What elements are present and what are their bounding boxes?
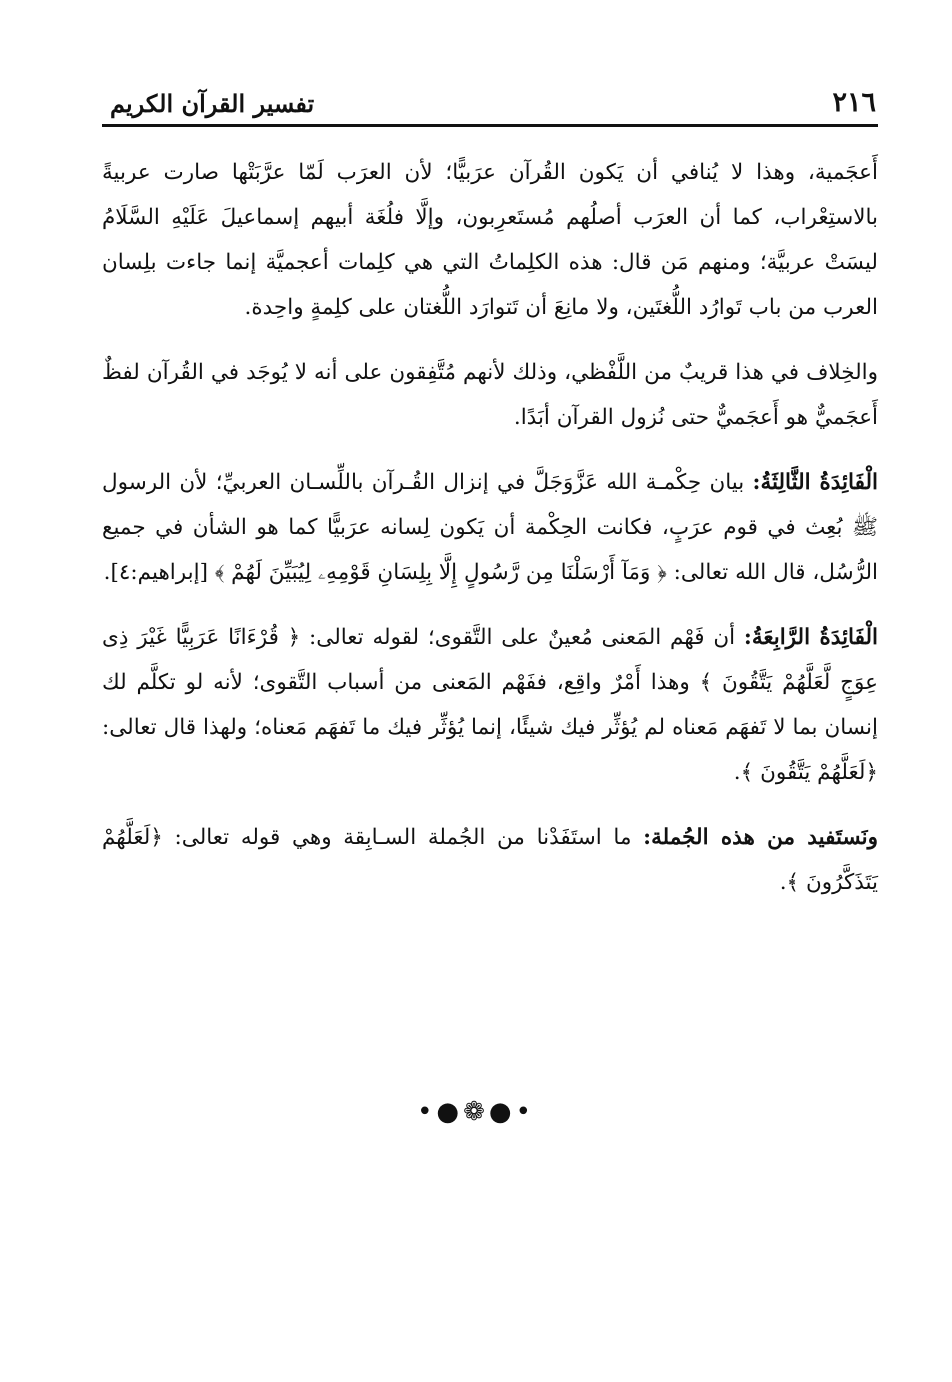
paragraph-1-text: أَعجَمية، وهذا لا يُنافي أن يَكون القُرآن عرَبيًّا؛ لأن العرَب لَمّا عرَّبَتْها صارت عربيةً بالاستِعْراب، كما أن العرَب أصلُهم مُستَعرِبون، وإلَّا فلُغَة أبيهم إسماعيلَ عَلَيْهِ السَّلَامُ ليسَتْ عربيَّة؛ ومنهم مَن قال: هذه الكلِماتُ التي هي كلِمات أعجميَّة إنما جاءت بلِسان العرب من باب تَوارُد اللُّغتَين، ولا مانِعَ أن تَتوارَد اللُّغتان على كلِمةٍ واحِدة.: [102, 160, 878, 320]
paragraph-4-heading: الْفَائِدَةُ الرَّابِعَةُ:: [743, 625, 878, 650]
paragraph-2-text: والخِلاف في هذا قريبٌ من اللَّفْظي، وذلك لأنهم مُتَّفِقون على أنه لا يُوجَد في القُرآن لفظٌ أَعجَميٌّ هو أَعجَميٌّ حتى نُزول القرآن أبَدًا.: [102, 360, 878, 430]
paragraph-3-heading: الْفَائِدَةُ الثَّالِثَةُ:: [752, 470, 878, 495]
page-number: ٢١٦: [832, 87, 876, 118]
running-title: تفسير القرآن الكريم: [110, 89, 315, 118]
page-header: [102, 86, 878, 122]
paragraph-5-heading: ونَستَفيد من هذه الجُملة:: [643, 825, 878, 850]
header-rule: [102, 124, 878, 127]
paragraph-4: [102, 615, 878, 795]
body-text: [102, 150, 878, 925]
paragraph-1: [102, 150, 878, 330]
paragraph-5-text: ما استَفَدْنا من الجُملة السـابِقة وهي قوله تعالى: ﴿لَعَلَّهُمْ يَتَذَكَّرُونَ ﴾.: [102, 825, 878, 895]
paragraph-5: [102, 815, 878, 905]
paragraph-2: [102, 350, 878, 440]
paragraph-4-text: أن فَهْم المَعنى مُعينٌ على التَّقوى؛ لقوله تعالى: ﴿ قُرْءَانًا عَرَبِيًّا غَيْرَ ذِى عِوَجٍ لَّعَلَّهُمْ يَتَّقُونَ ﴾ وهذا أَمْرٌ واقِع، ففَهْم المَعنى من أسباب التَّقوى؛ لأنه لو تكلَّم لك إنسان بما لا تَفهَم مَعناه لم يُؤثِّر فيك شيئًا، إنما يُؤثِّر فيك ما تَفهَم مَعناه؛ ولهذا قال تعالى: ﴿لَعَلَّهُمْ يَتَّقُونَ ﴾.: [102, 625, 878, 785]
paragraph-3-text: بيان حِكْمـة الله عَزَّوَجَلَّ في إنزال القُـرآن باللِّسـان العربيِّ؛ لأن الرسول ﷺ بُعِث في قوم عرَبٍ، فكانت الحِكْمة أن يَكون لِسانه عرَبيًّا كما هو الشأن في جميع الرُّسُل، قال الله تعالى: ﴿ وَمَآ أَرْسَلْنَا مِن رَّسُولٍ إِلَّا بِلِسَانِ قَوْمِهِۦ لِيُبَيِّنَ لَهُمْ ﴾ [إبراهيم:٤].: [102, 470, 878, 585]
section-end-ornament: •●❁●•: [417, 1097, 535, 1127]
paragraph-3: [102, 460, 878, 595]
